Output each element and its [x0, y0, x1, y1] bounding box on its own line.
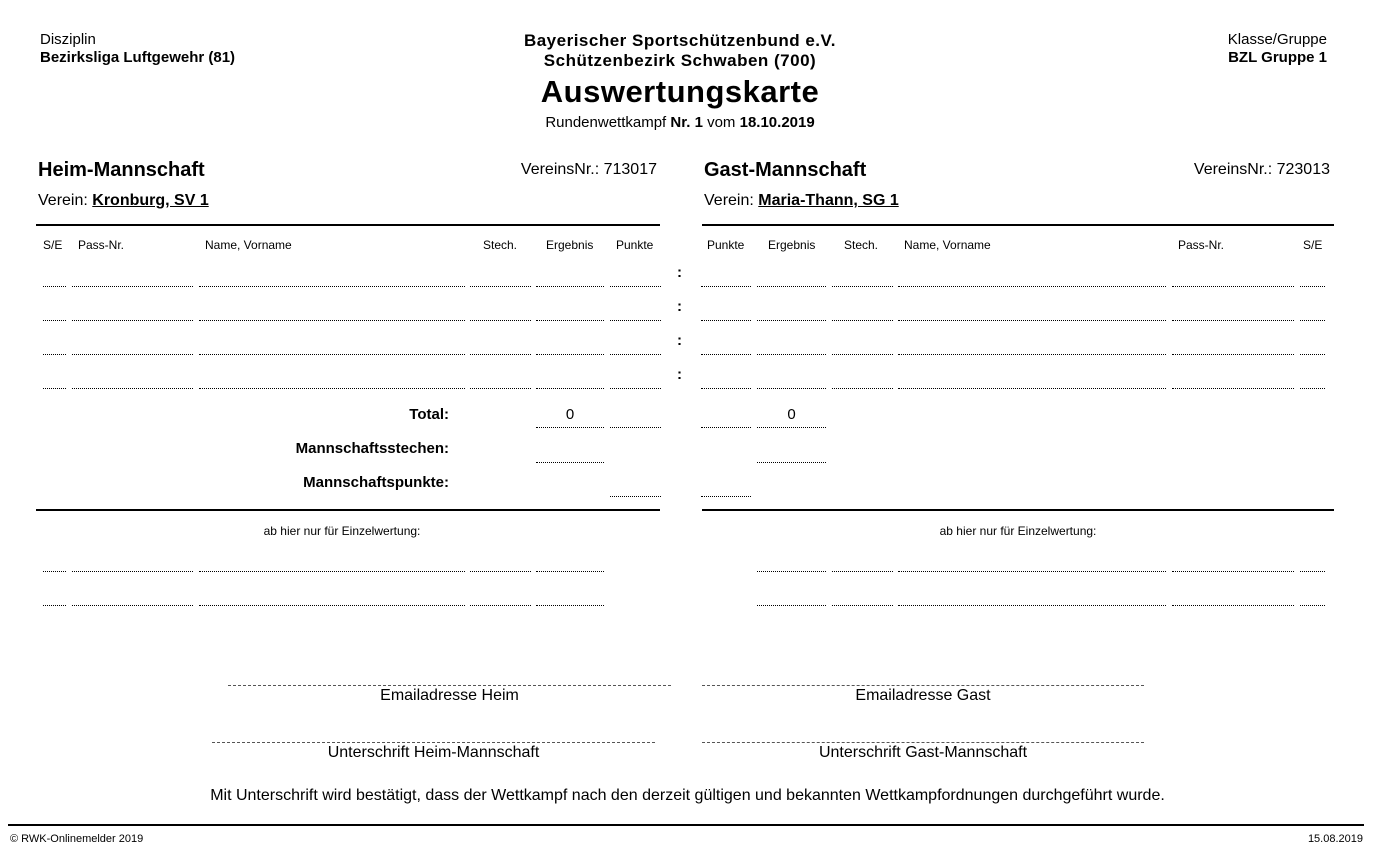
heim-row-4-field-6[interactable] [610, 388, 661, 389]
gast-verein-label: Verein: [704, 192, 754, 209]
disziplin-value: Bezirksliga Luftgewehr (81) [40, 49, 236, 66]
gast-total-value: 0 [787, 406, 796, 423]
gast-einzelwertung-label: ab hier nur für Einzelwertung: [939, 524, 1097, 538]
heim-row-2-field-2[interactable] [72, 320, 193, 321]
email-heim-line[interactable] [228, 685, 671, 686]
email-gast-label: Emailadresse Gast [855, 687, 991, 704]
gast-vereinsnr: VereinsNr.: 723013 [1193, 161, 1330, 178]
row-separator: : [677, 332, 682, 349]
gast-row-3-field-4[interactable] [898, 354, 1166, 355]
heim-col-se: S/E [43, 238, 63, 252]
heim-einzel-1-field-4[interactable] [470, 571, 531, 572]
heim-einzel-2-field-2[interactable] [72, 605, 193, 606]
gast-einzel-1-field-2[interactable] [832, 571, 893, 572]
heim-row-2-field-5[interactable] [536, 320, 604, 321]
heim-verein [38, 192, 209, 210]
subtitle-date: 18.10.2019 [739, 114, 815, 131]
subtitle-nr: Nr. 1 [670, 114, 703, 131]
gast-row-1-field-1[interactable] [701, 286, 751, 287]
heim-row-3-field-4[interactable] [470, 354, 531, 355]
gast-row-3-field-5[interactable] [1172, 354, 1294, 355]
gast-einzel-2-field-1[interactable] [757, 605, 826, 606]
heim-row-1-field-3[interactable] [199, 286, 465, 287]
gast-row-2-field-3[interactable] [832, 320, 893, 321]
gast-stechen-line[interactable] [757, 462, 826, 463]
confirmation-text: Mit Unterschrift wird bestätigt, dass der Wettkampf nach den derzeit gültigen und bekannten Wettkampfordnungen durchgeführt wurde. [210, 787, 1165, 804]
gast-col-passnr: Pass-Nr. [1178, 238, 1225, 252]
gast-heading: Gast-Mannschaft [704, 159, 867, 181]
gast-einzel-1-field-3[interactable] [898, 571, 1166, 572]
gast-row-1-field-5[interactable] [1172, 286, 1294, 287]
gast-row-4-field-6[interactable] [1300, 388, 1325, 389]
heim-row-2-field-6[interactable] [610, 320, 661, 321]
heim-row-1-field-4[interactable] [470, 286, 531, 287]
row-separator: : [677, 366, 682, 383]
heim-einzel-2-field-3[interactable] [199, 605, 465, 606]
heim-total-punkte-line[interactable] [610, 427, 661, 428]
heim-verein-label: Verein: [38, 192, 88, 209]
heim-top-rule [36, 224, 660, 226]
heim-einzelwertung-label: ab hier nur für Einzelwertung: [263, 524, 421, 538]
heim-row-4-field-5[interactable] [536, 388, 604, 389]
heim-row-3-field-2[interactable] [72, 354, 193, 355]
subtitle-vom: vom [707, 114, 736, 131]
gast-col-ergebnis: Ergebnis [768, 238, 816, 252]
sig-heim-label: Unterschrift Heim-Mannschaft [327, 744, 540, 761]
heim-einzel-2-field-1[interactable] [43, 605, 66, 606]
gast-col-name: Name, Vorname [904, 238, 991, 252]
heim-col-name: Name, Vorname [205, 238, 292, 252]
gast-row-4-field-4[interactable] [898, 388, 1166, 389]
gast-row-4-field-1[interactable] [701, 388, 751, 389]
gast-col-se: S/E [1303, 238, 1323, 252]
email-gast-line[interactable] [702, 685, 1144, 686]
sig-heim-line[interactable] [212, 742, 655, 743]
gast-row-4-field-2[interactable] [757, 388, 826, 389]
gast-verein [704, 192, 899, 210]
gast-col-stech: Stech. [844, 238, 879, 252]
heim-col-punkte: Punkte [616, 238, 654, 252]
gast-einzel-1-field-1[interactable] [757, 571, 826, 572]
heim-row-4-field-2[interactable] [72, 388, 193, 389]
gast-total-ergebnis-line[interactable] [757, 427, 826, 428]
heim-einzel-1-field-2[interactable] [72, 571, 193, 572]
heim-row-1-field-5[interactable] [536, 286, 604, 287]
gast-row-2-field-5[interactable] [1172, 320, 1294, 321]
total-label: Total: [409, 406, 449, 423]
heim-mannschaftspunkte-line[interactable] [610, 496, 661, 497]
heim-row-3-field-5[interactable] [536, 354, 604, 355]
gast-bottom-rule [702, 509, 1334, 511]
gast-row-2-field-1[interactable] [701, 320, 751, 321]
heim-total-ergebnis-line[interactable] [536, 427, 604, 428]
row-separator: : [677, 298, 682, 315]
heim-row-4-field-3[interactable] [199, 388, 465, 389]
gast-row-1-field-4[interactable] [898, 286, 1166, 287]
heim-row-2-field-3[interactable] [199, 320, 465, 321]
gast-row-4-field-3[interactable] [832, 388, 893, 389]
gast-row-3-field-2[interactable] [757, 354, 826, 355]
gast-einzel-2-field-3[interactable] [898, 605, 1166, 606]
heim-row-1-field-1[interactable] [43, 286, 66, 287]
heim-row-2-field-4[interactable] [470, 320, 531, 321]
gast-einzel-2-field-4[interactable] [1172, 605, 1294, 606]
heim-bottom-rule [36, 509, 660, 511]
subtitle [480, 114, 880, 131]
gast-row-2-field-4[interactable] [898, 320, 1166, 321]
gast-row-2-field-2[interactable] [757, 320, 826, 321]
gast-row-3-field-6[interactable] [1300, 354, 1325, 355]
org-line2: Schützenbezirk Schwaben (700) [543, 51, 817, 70]
org-line1: Bayerischer Sportschützenbund e.V. [523, 31, 837, 50]
page-title: Auswertungskarte [540, 74, 820, 109]
klasse-label: Klasse/Gruppe [1227, 31, 1327, 48]
gast-row-2-field-6[interactable] [1300, 320, 1325, 321]
gast-einzel-2-field-2[interactable] [832, 605, 893, 606]
klasse-value: BZL Gruppe 1 [1228, 49, 1327, 66]
gast-row-3-field-3[interactable] [832, 354, 893, 355]
heim-col-passnr: Pass-Nr. [78, 238, 125, 252]
heim-einzel-2-field-4[interactable] [470, 605, 531, 606]
sig-gast-line[interactable] [702, 742, 1144, 743]
gast-top-rule [702, 224, 1334, 226]
gast-row-1-field-3[interactable] [832, 286, 893, 287]
heim-row-3-field-6[interactable] [610, 354, 661, 355]
email-heim-label: Emailadresse Heim [380, 687, 519, 704]
heim-vereinsnr: VereinsNr.: 713017 [520, 161, 657, 178]
heim-einzel-1-field-5[interactable] [536, 571, 604, 572]
gast-col-punkte: Punkte [707, 238, 745, 252]
row-separator: : [677, 264, 682, 281]
gast-mannschaftspunkte-line[interactable] [701, 496, 751, 497]
gast-row-4-field-5[interactable] [1172, 388, 1294, 389]
heim-col-stech: Stech. [483, 238, 518, 252]
heim-row-1-field-6[interactable] [610, 286, 661, 287]
gast-einzel-1-field-4[interactable] [1172, 571, 1294, 572]
heim-einzel-1-field-3[interactable] [199, 571, 465, 572]
sig-gast-label: Unterschrift Gast-Mannschaft [818, 744, 1028, 761]
heim-row-1-field-2[interactable] [72, 286, 193, 287]
disziplin-label: Disziplin [40, 31, 96, 48]
footer-rule [8, 824, 1364, 826]
mannschaftsstechen-label: Mannschaftsstechen: [295, 440, 449, 457]
footer-copyright: © RWK-Onlinemelder 2019 [10, 833, 144, 845]
heim-total-value: 0 [565, 406, 575, 423]
heim-stechen-line[interactable] [536, 462, 604, 463]
mannschaftspunkte-label: Mannschaftspunkte: [303, 474, 449, 491]
gast-total-punkte-line[interactable] [701, 427, 751, 428]
gast-einzel-2-field-5[interactable] [1300, 605, 1325, 606]
gast-row-1-field-2[interactable] [757, 286, 826, 287]
gast-einzel-1-field-5[interactable] [1300, 571, 1325, 572]
heim-row-4-field-1[interactable] [43, 388, 66, 389]
footer-date: 15.08.2019 [1307, 833, 1363, 845]
heim-verein-name: Kronburg, SV 1 [92, 192, 209, 209]
heim-row-4-field-4[interactable] [470, 388, 531, 389]
heim-row-3-field-1[interactable] [43, 354, 66, 355]
heim-row-3-field-3[interactable] [199, 354, 465, 355]
heim-heading: Heim-Mannschaft [38, 159, 205, 181]
gast-row-1-field-6[interactable] [1300, 286, 1325, 287]
heim-row-2-field-1[interactable] [43, 320, 66, 321]
subtitle-prefix: Rundenwettkampf [545, 114, 667, 131]
heim-col-ergebnis: Ergebnis [546, 238, 594, 252]
gast-verein-name: Maria-Thann, SG 1 [758, 192, 899, 209]
heim-einzel-1-field-1[interactable] [43, 571, 66, 572]
gast-row-3-field-1[interactable] [701, 354, 751, 355]
heim-einzel-2-field-5[interactable] [536, 605, 604, 606]
